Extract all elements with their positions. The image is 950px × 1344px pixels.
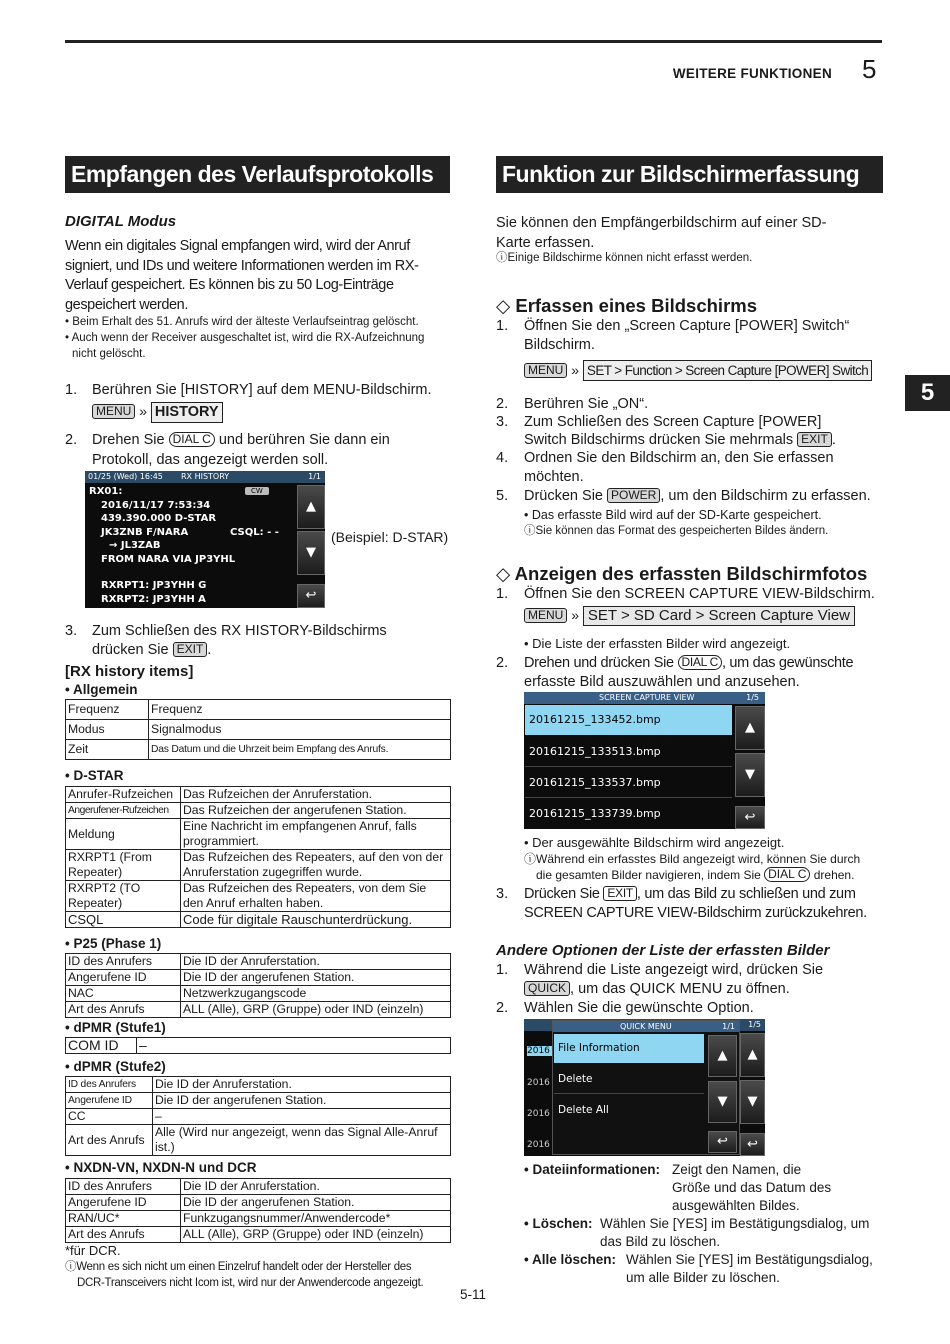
footnote-note: ⓘWenn es sich nicht um einen Einzelruf handelt oder der Hersteller des DCR-Transceivers nicht Icom ist, wird nur der Anwendercode angezeigt. xyxy=(65,1261,424,1289)
capture-step4-cont: möchten. xyxy=(524,469,584,485)
quick-key[interactable]: QUICK xyxy=(524,981,570,996)
scroll-down-button[interactable]: ▼ xyxy=(297,531,325,575)
file-item[interactable]: 20161215_133739.bmp xyxy=(529,807,661,820)
option-file-info: • Dateiinformationen: Zeigt den Namen, die xyxy=(524,1162,802,1177)
capture-step4: Ordnen Sie den Bildschirm an, den Sie erfassen xyxy=(524,450,834,466)
screen-header xyxy=(85,471,325,483)
step-number: 1. xyxy=(496,586,509,602)
step-number: 3. xyxy=(65,623,78,639)
capture-step2: Berühren Sie „ON“. xyxy=(524,396,649,412)
step-number: 5. xyxy=(496,488,509,504)
allgemein-heading: • Allgemein xyxy=(65,682,138,697)
left-section-title: Empfangen des Verlaufsprotokolls xyxy=(65,156,450,193)
qm-item-file-information[interactable]: File Information xyxy=(554,1034,704,1063)
step-number: 1. xyxy=(496,318,509,334)
intro-paragraph: Wenn ein digitales Signal empfangen wird, wird der Anruf signiert, und IDs und weitere Informationen werden im RX- Verlauf gespeichert. Es können bis zu 50 Log-Einträge gespeichert werden. xyxy=(65,238,419,313)
step2-text-cont: Protokoll, das angezeigt werden soll. xyxy=(92,452,329,468)
qm-item-delete[interactable]: Delete xyxy=(554,1065,704,1094)
view-step3-cont: SCREEN CAPTURE VIEW-Bildschirm zurückzukehren. xyxy=(524,905,867,921)
rx-history-screen xyxy=(85,471,325,608)
step-number: 2. xyxy=(496,655,509,671)
qm-scroll-up-button[interactable]: ▲ xyxy=(708,1035,737,1077)
p25-table: ID des Anrufers Die ID der Anruferstation. Angerufene ID Die ID der angerufenen Station. NAC Netzwerkzugangscode Art des Anrufs ALL (Alle), GRP (Gruppe) oder IND (einzeln) xyxy=(65,953,451,1018)
scroll-up-button[interactable]: ▲ xyxy=(297,485,325,529)
chapter-side-tab: 5 xyxy=(905,375,950,411)
step-number: 1. xyxy=(65,382,78,398)
dpmr1-table: COM ID – xyxy=(65,1037,451,1054)
screen-datetime: 01/25 (Wed) 16:45 xyxy=(88,472,163,481)
step2-text: Drehen Sie DIAL C und berühren Sie dann ein xyxy=(92,432,390,448)
view-note-selected: • Der ausgewählte Bildschirm wird angezeigt. xyxy=(524,835,785,850)
view-heading: ◇ Anzeigen des erfassten Bildschirmfotos xyxy=(496,563,868,584)
qm-header xyxy=(553,1021,739,1032)
step-number: 2. xyxy=(65,432,78,448)
exit-key[interactable]: EXIT xyxy=(797,432,832,447)
scv-page: 1/5 xyxy=(746,693,759,702)
view-note-navigate: ⓘWährend ein erfasstes Bild angezeigt wird, können Sie durch die gesamten Bilder navigieren, indem Sie DIAL C drehen. xyxy=(524,852,861,882)
file-item[interactable]: 20161215_133513.bmp xyxy=(525,737,732,767)
dial-c-key[interactable]: DIAL C xyxy=(678,655,722,670)
header-rule xyxy=(65,40,882,43)
dpmr1-heading: • dPMR (Stufe1) xyxy=(65,1020,166,1035)
exit-key[interactable]: EXIT xyxy=(173,642,208,657)
capture-step5: Drücken Sie POWER , um den Bildschirm zu erfassen. xyxy=(524,488,871,504)
dstar-heading: • D-STAR xyxy=(65,768,124,783)
screen-title: RX HISTORY xyxy=(181,472,230,481)
view-step3: Drücken Sie EXIT , um das Bild zu schließen und zum xyxy=(524,886,856,902)
dstar-table: Anrufer-Rufzeichen Das Rufzeichen der Anruferstation. Angerufener-Rufzeichen Das Rufzeichen der angerufenen Station. Meldung Eine Nachricht im empfangenen Anruf, falls programmiert. RXRPT1 (From Repeater) Das Rufzeichen des Repeaters, auf den von der Anruferstation zugegriffen wurde. RXRPT2 (TO Repeater) Das Rufzeichen des Repeaters, von dem Sie den Anruf erhalten haben. CSQL Code für digitale Rauschunterdrückung. xyxy=(65,786,451,928)
capture-intro: Sie können den Empfängerbildschirm auf einer SD- Karte erfassen. xyxy=(496,215,827,251)
option-delete: • Löschen: Wählen Sie [YES] im Bestätigungsdialog, um xyxy=(524,1216,870,1231)
step-number: 2. xyxy=(496,396,509,412)
other-step1-cont: QUICK , um das QUICK MENU zu öffnen. xyxy=(524,980,790,999)
step3-text: Zum Schließen des RX HISTORY-Bildschirms xyxy=(92,623,387,639)
view-step1: Öffnen Sie den SCREEN CAPTURE VIEW-Bildschirm. xyxy=(524,586,875,602)
dial-c-key[interactable]: DIAL C xyxy=(169,432,215,447)
other-step1: Während die Liste angezeigt wird, drücken Sie xyxy=(524,962,824,978)
view-settings-path[interactable]: SET > SD Card > Screen Capture View xyxy=(583,606,855,626)
nxdn-heading: • NXDN-VN, NXDN-N und DCR xyxy=(65,1160,257,1175)
qm-title: QUICK MENU xyxy=(620,1022,672,1031)
chapter-number: 5 xyxy=(862,54,877,84)
dpmr2-table: ID des Anrufers Die ID der Anruferstation. Angerufene ID Die ID der angerufenen Station. CC – Art des Anrufs Alle (Wird nur angezeigt, wenn das Signal Alle-Anruf ist.) xyxy=(65,1076,451,1156)
chapter-title: WEITERE FUNKTIONEN xyxy=(672,66,832,81)
capture-settings-path[interactable]: SET > Function > Screen Capture [POWER] Switch xyxy=(583,360,872,381)
step-number: 3. xyxy=(496,886,509,902)
qm-page: 1/1 xyxy=(722,1022,735,1031)
scv-header xyxy=(524,692,765,704)
step-number: 1. xyxy=(496,962,509,978)
step-number: 2. xyxy=(496,1000,509,1016)
file-item[interactable]: 20161215_133537.bmp xyxy=(525,768,732,798)
exit-key[interactable]: EXIT xyxy=(603,886,636,901)
nxdn-table: ID des Anrufers Die ID der Anruferstation. Angerufene ID Die ID der angerufenen Station. RAN/UC* Funkzugangsnummer/Anwendercode* Art des Anrufs ALL (Alle), GRP (Gruppe) oder IND (einzeln) xyxy=(65,1178,451,1243)
history-button[interactable]: HISTORY xyxy=(151,402,223,423)
dial-c-key[interactable]: DIAL C xyxy=(764,867,810,882)
scv-title: SCREEN CAPTURE VIEW xyxy=(599,693,695,702)
capture-path: MENU » SET > Function > Screen Capture [POWER] Switch xyxy=(524,360,872,381)
footnote-dcr: *für DCR. xyxy=(65,1243,121,1258)
page-number: 5-11 xyxy=(460,1287,487,1302)
capture-note-format: ⓘSie können das Format des gespeicherten Bildes ändern. xyxy=(524,525,829,537)
menu-key[interactable]: MENU xyxy=(92,404,135,419)
qm-back-button[interactable]: ↩ xyxy=(708,1131,737,1153)
step3-text-cont: drücken Sie EXIT . xyxy=(92,642,212,658)
option-delete-all: • Alle löschen: Wählen Sie [YES] im Bestätigungsdialog, xyxy=(524,1252,873,1267)
allgemein-table: Frequenz Frequenz Modus Signalmodus Zeit Das Datum und die Uhrzeit beim Empfang des Anrufs. xyxy=(65,699,451,760)
p25-heading: • P25 (Phase 1) xyxy=(65,936,162,951)
capture-heading: ◇ Erfassen eines Bildschirms xyxy=(496,295,758,316)
power-key[interactable]: POWER xyxy=(607,488,660,503)
step-number: 4. xyxy=(496,450,509,466)
screen-capture-view xyxy=(524,692,765,829)
right-section-title: Funktion zur Bildschirmerfassung xyxy=(496,156,883,193)
rx-items-heading: [RX history items] xyxy=(65,663,194,680)
view-path: MENU » SET > SD Card > Screen Capture View xyxy=(524,606,855,626)
other-options-heading: Andere Optionen der Liste der erfassten Bilder xyxy=(496,942,830,959)
qm-scroll-down-button[interactable]: ▼ xyxy=(708,1081,737,1123)
qm-item-delete-all[interactable]: Delete All xyxy=(558,1104,609,1116)
back-button[interactable]: ↩ xyxy=(740,1133,765,1156)
capture-step1: Öffnen Sie den „Screen Capture [POWER] Switch“ xyxy=(524,318,850,334)
underlying-list: 2016 2016 2016 2016 xyxy=(524,1032,554,1156)
example-caption: (Beispiel: D-STAR) xyxy=(331,529,449,545)
scroll-down-button[interactable]: ▼ xyxy=(740,1080,765,1124)
view-note-list: • Die Liste der erfassten Bilder wird angezeigt. xyxy=(524,636,791,651)
scroll-down-button[interactable]: ▼ xyxy=(735,753,765,797)
mode-badge: CW xyxy=(245,487,269,495)
step1-path: MENU » HISTORY xyxy=(92,402,223,423)
screen-page: 1/1 xyxy=(308,472,321,481)
list-page: 1/5 xyxy=(748,1020,761,1029)
capture-step3: Zum Schließen des Screen Capture [POWER] xyxy=(524,414,822,430)
intro-notes: • Beim Erhalt des 51. Anrufs wird der älteste Verlaufseintrag gelöscht. • Auch wenn der Receiver ausgeschaltet ist, wird die RX-Aufzeichnung nicht gelöscht. xyxy=(65,316,425,360)
view-step2-cont: erfasste Bild auszuwählen und anzusehen. xyxy=(524,674,800,690)
menu-key[interactable]: MENU xyxy=(524,608,567,623)
dpmr2-heading: • dPMR (Stufe2) xyxy=(65,1059,166,1074)
quick-menu-screen xyxy=(524,1019,765,1156)
view-step2: Drehen und drücken Sie DIAL C , um das gewünschte xyxy=(524,655,854,671)
scroll-up-button[interactable]: ▲ xyxy=(740,1033,765,1077)
capture-step3-cont: Switch Bildschirms drücken Sie mehrmals EXIT . xyxy=(524,432,836,448)
back-button[interactable]: ↩ xyxy=(735,806,765,829)
capture-step1-cont: Bildschirm. xyxy=(524,337,595,353)
rx-record: RX01: 2016/11/17 7:53:34 439.390.000 D-STAR JK3ZNB F/NARA → JL3ZAB FROM NARA VIA JP3YHL RXRPT1: JP3YHH G RXRPT2: JP3YHH A xyxy=(89,486,236,605)
step-number: 3. xyxy=(496,414,509,430)
back-button[interactable]: ↩ xyxy=(297,584,325,608)
digital-mode-heading: DIGITAL Modus xyxy=(65,213,177,230)
scroll-up-button[interactable]: ▲ xyxy=(735,706,765,750)
capture-note: ⓘEinige Bildschirme können nicht erfasst werden. xyxy=(496,252,753,264)
quick-menu-panel xyxy=(552,1020,740,1155)
step1-text: Berühren Sie [HISTORY] auf dem MENU-Bildschirm. xyxy=(92,382,432,398)
csql-value: CSQL: - - xyxy=(230,527,279,538)
capture-note-saved: • Das erfasste Bild wird auf der SD-Karte gespeichert. xyxy=(524,508,822,522)
options-list: • Dateiinformationen: Zeigt den Namen, die Größe und das Datum des ausgewählten Bildes. • Löschen: Wählen Sie [YES] im Bestätigungsdialog, um das Bild zu löschen. • Alle löschen: Wählen Sie [YES] im Bestätigungsdialog, um alle Bilder zu löschen. xyxy=(524,1161,884,1287)
other-step2: Wählen Sie die gewünschte Option. xyxy=(524,1000,754,1016)
menu-key[interactable]: MENU xyxy=(524,363,567,378)
file-item[interactable]: 20161215_133452.bmp xyxy=(525,705,732,735)
